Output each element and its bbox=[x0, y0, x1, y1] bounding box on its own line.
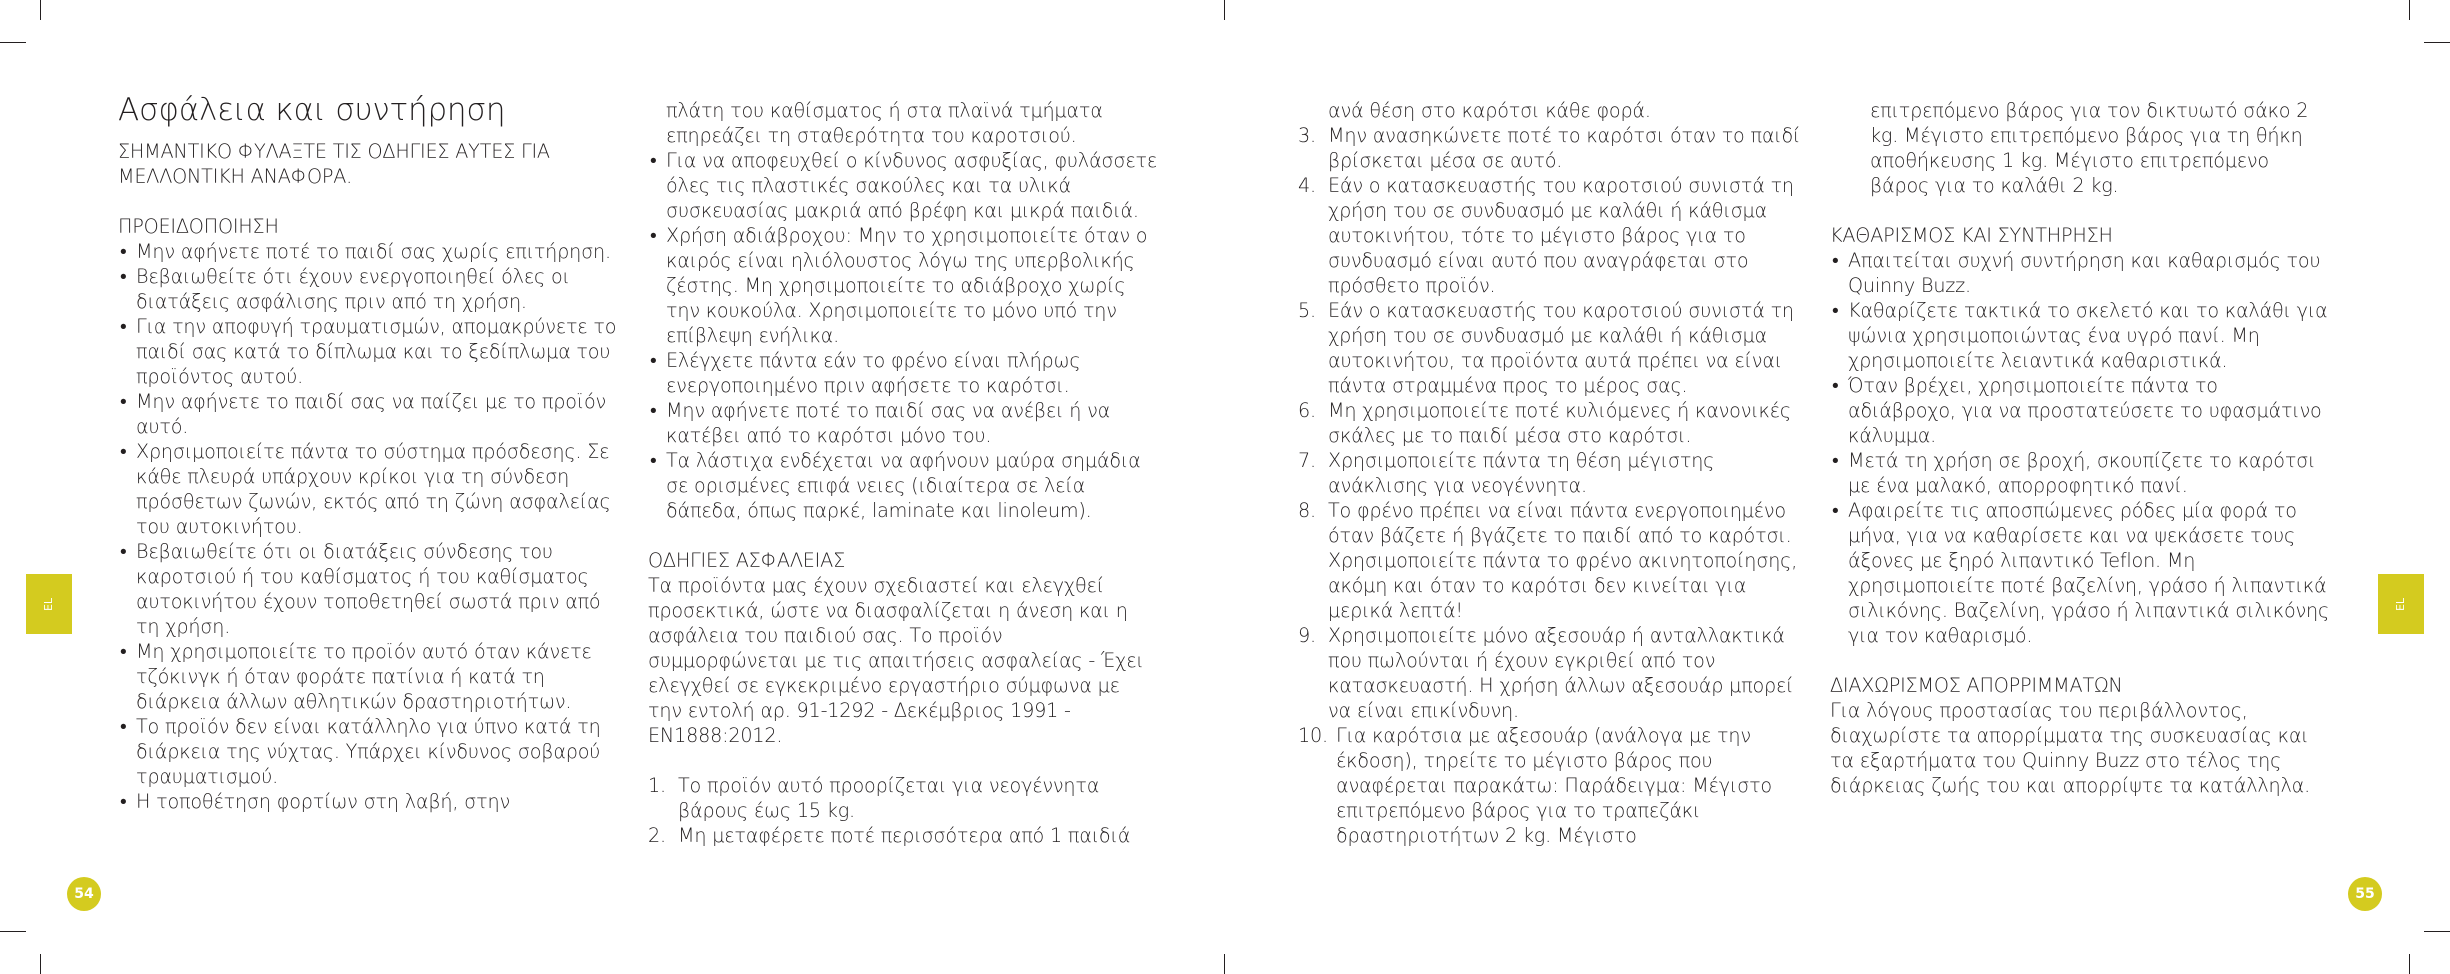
language-tab-right bbox=[2378, 574, 2424, 634]
disposal-text: Για λόγους προστασίας του περιβάλλοντος, διαχωρίστε τα απορρίμματα της συσκευασίας και τα εξαρτήματα του Quinny Buzz στο τέλος της διάρκειας ζωής του και απορρίψτε τα κατάλληλα. bbox=[1830, 699, 2311, 797]
list-item: 4. Εάν ο κατασκευαστής του καροτσιού συνιστά τη χρήση του σε συνδυασμό με καλάθι ή κάθισμα αυτοκινήτου, τότε το μέγιστο βάρος για το συνδυασμό είναι αυτό που αναγράφεται στο πρόσθετο προϊόν. bbox=[1298, 174, 1794, 297]
numbered-list bbox=[648, 773, 1158, 848]
warning-list bbox=[118, 239, 618, 814]
continued-text: επιτρεπόμενο βάρος για τον δικτυωτό σάκο 2 kg. Μέγιστο επιτρεπόμενο βάρος για τη θήκη αποθήκευσης 1 kg. Μέγιστο επιτρεπόμενο βάρος για το καλάθι 2 kg. bbox=[1870, 99, 2309, 197]
bullet-list bbox=[648, 148, 1158, 523]
list-item: • Καθαρίζετε τακτικά το σκελετό και το καλάθι για ψώνια χρησιμοποιώντας ένα υγρό πανί. Μη χρησιμοποιείτε λειαντικά καθαριστικά. bbox=[1830, 298, 2330, 373]
crop-mark bbox=[1224, 0, 1225, 20]
list-item: • Τα λάστιχα ενδέχεται να αφήνουν μαύρα σημάδια σε ορισμένες επιφά νειες (ιδιαίτερα σε λεία δάπεδα, όπως παρκέ, laminate και linoleum). bbox=[648, 448, 1158, 523]
page-number-left: 54 bbox=[67, 877, 101, 911]
list-item: 6. Μη χρησιμοποιείτε ποτέ κυλιόμενες ή κανονικές σκάλες με το παιδί μέσα στο καρότσι. bbox=[1298, 399, 1791, 447]
list-item: • Βεβαιωθείτε ότι οι διατάξεις σύνδεσης του καροτσιού ή του καθίσματος ή του καθίσματος αυτοκινήτου έχουν τοποθετηθεί σωστά πριν από τη χρήση. bbox=[118, 539, 618, 639]
list-item: • Η τοποθέτηση φορτίων στη λαβή, στην bbox=[118, 789, 618, 814]
list-item: • Μην αφήνετε το παιδί σας να παίζει με το προϊόν αυτό. bbox=[118, 389, 618, 439]
crop-mark bbox=[2424, 42, 2450, 43]
list-item: • Χρησιμοποιείτε πάντα το σύστημα πρόσδεσης. Σε κάθε πλευρά υπάρχουν κρίκοι για τη σύνδεση πρόσθετων ζωνών, εκτός από τη ζώνη ασφαλείας του αυτοκινήτου. bbox=[118, 439, 618, 539]
safety-heading: ΟΔΗΓΙΕΣ ΑΣΦΑΛΕΙΑΣ bbox=[648, 549, 845, 572]
list-item: 10. Για καρότσια με αξεσουάρ (ανάλογα με την έκδοση), τηρείτε το μέγιστο βάρος που αναφέρεται παρακάτω: Παράδειγμα: Μέγιστο επιτρεπόμενο βάρος για το τραπεζάκι δραστηριοτήτων 2 kg. Μέγιστο bbox=[1298, 724, 1772, 847]
list-item: • Μην αφήνετε ποτέ το παιδί σας χωρίς επιτήρηση. bbox=[118, 239, 618, 264]
list-item: 5. Εάν ο κατασκευαστής του καροτσιού συνιστά τη χρήση του σε συνδυασμό με καλάθι ή κάθισμα αυτοκινήτου, τα προϊόντα αυτά πρέπει να είναι πάντα στραμμένα προς το μέρος σας. bbox=[1298, 299, 1794, 397]
list-item: • Μην αφήνετε ποτέ το παιδί σας να ανέβει ή να κατέβει από το καρότσι μόνο του. bbox=[648, 398, 1158, 448]
right-page-column-2 bbox=[1830, 98, 2330, 798]
page-title: Ασφάλεια και συντήρηση bbox=[118, 92, 506, 128]
language-tab-left bbox=[26, 574, 72, 634]
crop-mark bbox=[2424, 931, 2450, 932]
list-item: • Απαιτείται συχνή συντήρηση και καθαρισμός του Quinny Buzz. bbox=[1830, 248, 2330, 298]
list-item: • Όταν βρέχει, χρησιμοποιείτε πάντα το αδιάβροχο, για να προστατεύσετε το υφασμάτινο κάλυμμα. bbox=[1830, 373, 2330, 448]
crop-mark bbox=[1224, 954, 1225, 974]
crop-mark bbox=[40, 0, 41, 20]
crop-mark bbox=[0, 42, 26, 43]
list-item: 2. Μη μεταφέρετε ποτέ περισσότερα από 1 παιδιά bbox=[648, 824, 1131, 847]
page-number-right: 55 bbox=[2348, 877, 2382, 911]
list-item: • Χρήση αδιάβροχου: Μην το χρησιμοποιείτε όταν ο καιρός είναι ηλιόλουστος λόγω της υπερβολικής ζέστης. Μη χρησιμοποιείτε το αδιάβροχο χωρίς την κουκούλα. Χρησιμοποιείτε το μόνο υπό την επίβλεψη ενήλικα. bbox=[648, 223, 1158, 348]
list-item: • Για να αποφευχθεί ο κίνδυνος ασφυξίας, φυλάσσετε όλες τις πλαστικές σακούλες και τα υλικά συσκευασίας μακριά από βρέφη και μικρά παιδιά. bbox=[648, 148, 1158, 223]
list-item: • Βεβαιωθείτε ότι έχουν ενεργοποιηθεί όλες οι διατάξεις ασφάλισης πριν από τη χρήση. bbox=[118, 264, 618, 314]
list-item: 1. Το προϊόν αυτό προορίζεται για νεογέννητα βάρους έως 15 kg. bbox=[648, 774, 1100, 822]
list-item: • Αφαιρείτε τις αποσπώμενες ρόδες μία φορά το μήνα, για να καθαρίσετε και να ψεκάσετε τους άξονες με ξηρό λιπαντικό Teflon. Μη χρησιμοποιείτε ποτέ βαζελίνη, γράσο ή λιπαντικά σιλικόνης. Βαζελίνη, γράσο ή λιπαντικά σιλικόνης για τον καθαρισμό. bbox=[1830, 498, 2330, 648]
list-item: 9. Χρησιμοποιείτε μόνο αξεσουάρ ή ανταλλακτικά που πωλούνται ή έχουν εγκριθεί από τον κατασκευαστή. Η χρήση άλλων αξεσουάρ μπορεί να είναι επικίνδυνη. bbox=[1298, 624, 1794, 722]
list-item: • Μετά τη χρήση σε βροχή, σκουπίζετε το καρότσι με ένα μαλακό, απορροφητικό πανί. bbox=[1830, 448, 2330, 498]
language-tab-label: EL bbox=[42, 597, 56, 611]
warning-heading: ΠΡΟΕΙΔΟΠΟΙΗΣΗ bbox=[118, 215, 279, 238]
safety-text: Τα προϊόντα μας έχουν σχεδιαστεί και ελεγχθεί προσεκτικά, ώστε να διασφαλίζεται η άνεση και η ασφάλεια του παιδιού σας. Το προϊόν συμμορφώνεται με τις απαιτήσεις ασφαλείας - Έχει ελεγχθεί σε εγκεκριμένο εργαστήριο σύμφωνα με την εντολή αρ. 91-1292 - Δεκέμβριος 1991 - EN1888:2012. bbox=[648, 574, 1144, 747]
numbered-list bbox=[1298, 123, 1808, 848]
list-item: • Για την αποφυγή τραυματισμών, απομακρύνετε το παιδί σας κατά το δίπλωμα και το ξεδίπλωμα του προϊόντος αυτού. bbox=[118, 314, 618, 389]
list-item: 8. Το φρένο πρέπει να είναι πάντα ενεργοποιημένο όταν βάζετε ή βγάζετε το παιδί από το καρότσι. Χρησιμοποιείτε πάντα το φρένο ακινητοποίησης, ακόμη και όταν το καρότσι δεν κινείται για μερικά λεπτά! bbox=[1298, 499, 1798, 622]
crop-mark bbox=[0, 931, 26, 932]
right-page-column-1 bbox=[1298, 98, 1808, 848]
list-item: • Μη χρησιμοποιείτε το προϊόν αυτό όταν κάνετε τζόκινγκ ή όταν φοράτε πατίνια ή κατά τη διάρκεια άλλων αθλητικών δραστηριοτήτων. bbox=[118, 639, 618, 714]
maintenance-heading: ΚΑΘΑΡΙΣΜΟΣ ΚΑΙ ΣΥΝΤΗΡΗΣΗ bbox=[1830, 224, 2113, 247]
important-notice: ΣΗΜΑΝΤΙΚΟ ΦΥΛΑΞΤΕ ΤΙΣ ΟΔΗΓΙΕΣ ΑΥΤΕΣ ΓΙΑ ΜΕΛΛΟΝΤΙΚΗ ΑΝΑΦΟΡΑ. bbox=[118, 140, 550, 188]
language-tab-label: EL bbox=[2394, 597, 2408, 611]
list-item: • Ελέγχετε πάντα εάν το φρένο είναι πλήρως ενεργοποιημένο πριν αφήσετε το καρότσι. bbox=[648, 348, 1158, 398]
left-page-column-1 bbox=[118, 88, 618, 814]
crop-mark bbox=[40, 954, 41, 974]
left-page-column-2 bbox=[648, 98, 1158, 848]
crop-mark bbox=[2409, 0, 2410, 20]
maintenance-list bbox=[1830, 248, 2330, 648]
disposal-heading: ΔΙΑΧΩΡΙΣΜΟΣ ΑΠΟΡΡΙΜΜΑΤΩΝ bbox=[1830, 674, 2123, 697]
list-item: • Το προϊόν δεν είναι κατάλληλο για ύπνο κατά τη διάρκεια της νύχτας. Υπάρχει κίνδυνος σοβαρού τραυματισμού. bbox=[118, 714, 618, 789]
crop-mark bbox=[2409, 954, 2410, 974]
list-item: 3. Μην ανασηκώνετε ποτέ το καρότσι όταν το παιδί βρίσκεται μέσα σε αυτό. bbox=[1298, 124, 1801, 172]
list-item: 7. Χρησιμοποιείτε πάντα τη θέση μέγιστης ανάκλισης για νεογέννητα. bbox=[1298, 449, 1715, 497]
continued-text: πλάτη του καθίσματος ή στα πλαϊνά τμήματα επηρεάζει τη σταθερότητα του καροτσιού. bbox=[666, 99, 1103, 147]
continued-text: ανά θέση στο καρότσι κάθε φορά. bbox=[1328, 99, 1651, 122]
